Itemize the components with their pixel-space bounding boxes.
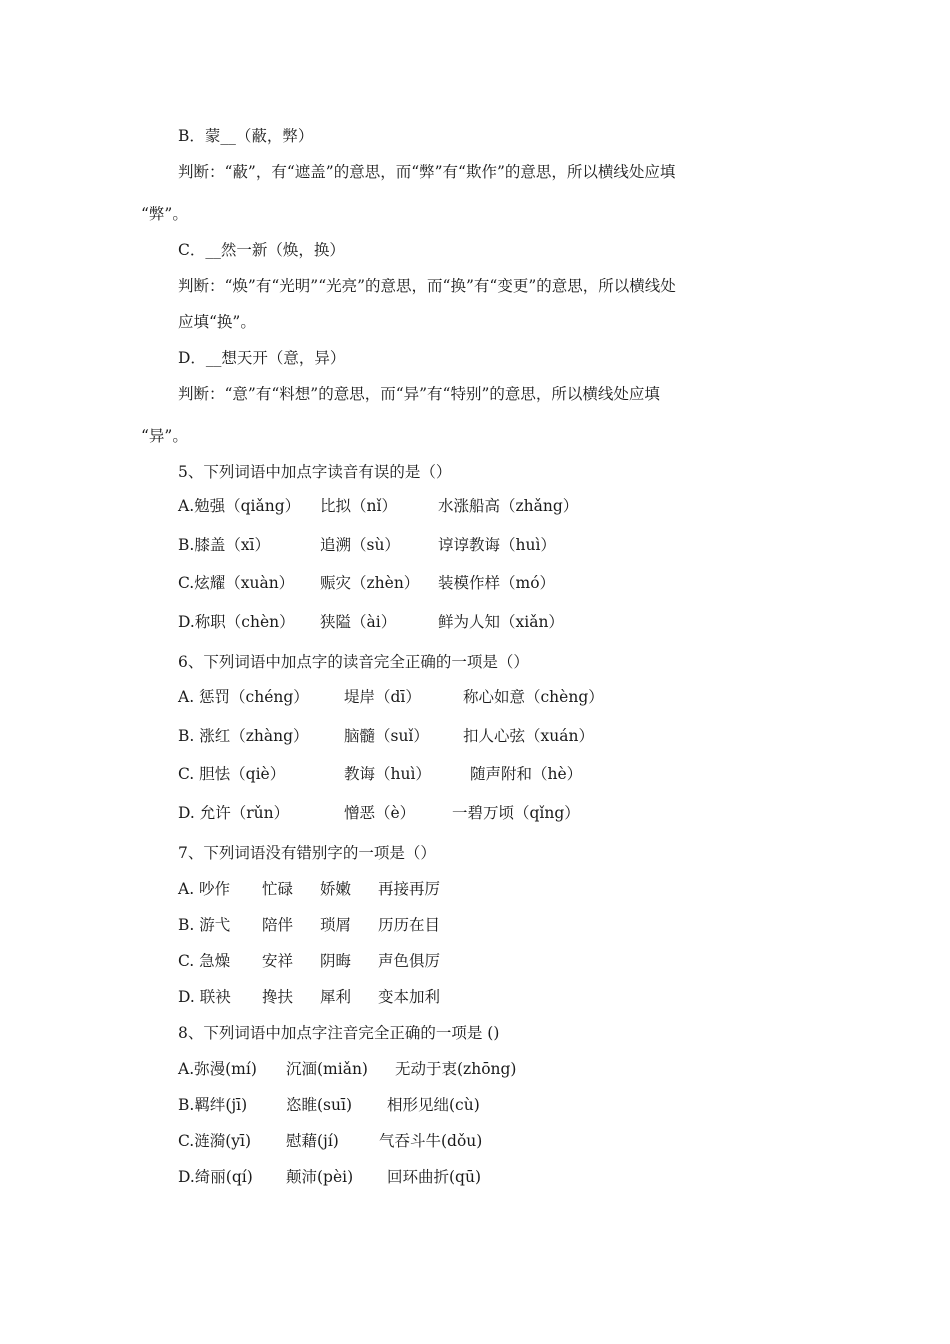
question-5-title: 5、下列词语中加点字读音有误的是（） xyxy=(178,463,452,481)
q7-a-col3: 娇嫩 xyxy=(320,880,352,898)
q8-b-col2: 恣睢(suī) xyxy=(286,1096,352,1114)
judgement-b-line1: 判断：“蔽”，有“遮盖”的意思，而“弊”有“欺作”的意思，所以横线处应填 xyxy=(178,163,676,181)
q7-b-col1: B. 游弋 xyxy=(178,916,231,934)
q7-c-col4: 声色俱厉 xyxy=(378,952,441,970)
q7-b-col3: 琐屑 xyxy=(320,916,352,934)
q5-b-col3: 谆谆教诲（huì） xyxy=(438,536,556,554)
q6-b-col1: B. 涨红（zhàng） xyxy=(178,727,309,745)
q7-a-col4: 再接再厉 xyxy=(378,880,441,898)
q6-c-col3: 随声附和（hè） xyxy=(470,765,583,783)
q7-b-col4: 历历在目 xyxy=(378,916,441,934)
q5-b-col2: 追溯（sù） xyxy=(320,536,400,554)
q6-b-col2: 脑髓（suǐ） xyxy=(344,727,429,745)
q7-d-col4: 变本加利 xyxy=(378,988,441,1006)
q5-d-col2: 狭隘（ài） xyxy=(320,613,397,631)
q5-a-col1: A.勉强（qiǎng） xyxy=(178,497,301,515)
q6-b-col3: 扣人心弦（xuán） xyxy=(463,727,594,745)
q5-c-col2: 赈灾（zhèn） xyxy=(320,574,420,592)
q7-a-col1: A. 吵作 xyxy=(178,880,231,898)
q5-a-col3: 水涨船高（zhǎng） xyxy=(438,497,579,515)
q6-d-col2: 憎恶（è） xyxy=(344,804,416,822)
q7-c-col2: 安祥 xyxy=(262,952,294,970)
question-7-title: 7、下列词语没有错别字的一项是（） xyxy=(178,844,436,862)
q8-c-col3: 气吞斗牛(dǒu) xyxy=(379,1132,483,1150)
q6-c-col1: C. 胆怯（qiè） xyxy=(178,765,286,783)
option-c: C．__然一新（焕，换） xyxy=(178,241,345,259)
judgement-d-line1: 判断：“意”有“料想”的意思，而“异”有“特别”的意思，所以横线处应填 xyxy=(178,385,660,403)
q6-a-col1: A. 惩罚（chéng） xyxy=(178,688,309,706)
question-8-title: 8、下列词语中加点字注音完全正确的一项是 () xyxy=(178,1024,500,1042)
q6-d-col1: D. 允许（rǔn） xyxy=(178,804,290,822)
q8-a-col1: A.弥漫(mí) xyxy=(178,1060,257,1078)
judgement-c-line2: 应填“换”。 xyxy=(178,313,256,331)
q5-c-col3: 装模作样（mó） xyxy=(438,574,556,592)
q8-c-col2: 慰藉(jí) xyxy=(286,1132,339,1150)
q6-a-col3: 称心如意（chèng） xyxy=(463,688,604,706)
q6-a-col2: 堤岸（dī） xyxy=(344,688,421,706)
q7-a-col2: 忙碌 xyxy=(262,880,294,898)
q8-a-col3: 无动于衷(zhōng) xyxy=(395,1060,517,1078)
q7-b-col2: 陪伴 xyxy=(262,916,294,934)
q6-d-col3: 一碧万顷（qǐng） xyxy=(452,804,580,822)
q8-c-col1: C.涟漪(yī) xyxy=(178,1132,252,1150)
q5-b-col1: B.膝盖（xī） xyxy=(178,536,271,554)
q7-c-col3: 阴晦 xyxy=(320,952,352,970)
q8-d-col3: 回环曲折(qū) xyxy=(387,1168,481,1186)
q8-a-col2: 沉湎(miǎn) xyxy=(286,1060,368,1078)
q5-d-col1: D.称职（chèn） xyxy=(178,613,295,631)
q7-c-col1: C. 急燥 xyxy=(178,952,231,970)
q8-b-col3: 相形见绌(cù) xyxy=(387,1096,480,1114)
judgement-b-line2: “弊”。 xyxy=(141,205,188,223)
q8-d-col2: 颠沛(pèi) xyxy=(286,1168,354,1186)
q8-b-col1: B.羁绊(jī) xyxy=(178,1096,248,1114)
q5-a-col2: 比拟（nǐ） xyxy=(320,497,397,515)
question-6-title: 6、下列词语中加点字的读音完全正确的一项是（） xyxy=(178,653,529,671)
judgement-d-line2: “异”。 xyxy=(141,427,188,445)
q7-d-col3: 犀利 xyxy=(320,988,352,1006)
option-b: B．蒙__（蔽，弊） xyxy=(178,127,314,145)
q5-d-col3: 鲜为人知（xiǎn） xyxy=(438,613,564,631)
q7-d-col1: D. 联袂 xyxy=(178,988,231,1006)
judgement-c-line1: 判断：“焕”有“光明”“光亮”的意思，而“换”有“变更”的意思，所以横线处 xyxy=(178,277,676,295)
q7-d-col2: 搀扶 xyxy=(262,988,294,1006)
q5-c-col1: C.炫耀（xuàn） xyxy=(178,574,295,592)
q8-d-col1: D.绮丽(qí) xyxy=(178,1168,253,1186)
q6-c-col2: 教诲（huì） xyxy=(344,765,431,783)
option-d: D．__想天开（意，异） xyxy=(178,349,346,367)
